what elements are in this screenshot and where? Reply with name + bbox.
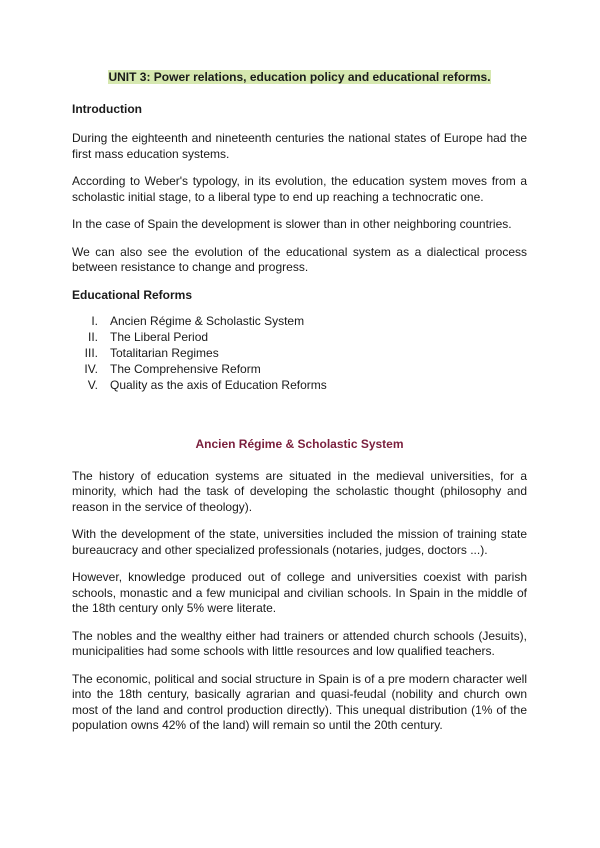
list-item xyxy=(72,313,527,329)
ancien-regime-heading: Ancien Régime & Scholastic System xyxy=(195,437,404,451)
list-item-label: The Liberal Period xyxy=(110,330,209,344)
list-item xyxy=(72,345,527,361)
list-item-label: Totalitarian Regimes xyxy=(110,346,219,360)
list-item-number: III. xyxy=(84,346,98,360)
list-item-number: V. xyxy=(87,378,98,392)
reforms-heading: Educational Reforms xyxy=(72,287,193,302)
introduction-heading: Introduction xyxy=(72,101,142,116)
ancien-paragraph-4: The nobles and the wealthy either had trainers or attended church schools (Jesuits), municipalities had some schools with little resources and low qualified teachers. xyxy=(72,628,527,658)
list-item xyxy=(72,377,527,393)
document-title-text: UNIT 3: Power relations, education policy and educational reforms. xyxy=(108,70,491,84)
intro-paragraph-2: According to Weber's typology, in its evolution, the education system moves from a scholastic initial stage, to a liberal type to end up reaching a technocratic one. xyxy=(72,174,527,204)
document-title xyxy=(72,70,527,86)
ancien-paragraph-3: However, knowledge produced out of college and universities coexist with parish schools, monastic and a few municipal and civilian schools. In Spain in the middle of the 18th century only 5% were literate. xyxy=(72,570,527,615)
ancien-paragraph-5: The economic, political and social structure in Spain is of a pre modern character well into the 18th century, basically agrarian and quasi-feudal (nobility and church own most of the land and control production directly). This unequal distribution (1% of the population owns 42% of the land) will remain so until the 20th century. xyxy=(72,671,527,732)
list-item xyxy=(72,329,527,345)
intro-paragraph-1: During the eighteenth and nineteenth centuries the national states of Europe had the first mass education systems. xyxy=(72,131,527,161)
intro-paragraph-3: In the case of Spain the development is slower than in other neighboring countries. xyxy=(72,217,512,231)
intro-paragraph-4: We can also see the evolution of the educational system as a dialectical process between resistance to change and progress. xyxy=(72,244,527,274)
list-item-number: I. xyxy=(91,314,98,328)
document-page xyxy=(72,70,527,746)
ancien-paragraph-2: With the development of the state, universities included the mission of training state bureaucracy and other specialized professionals (notaries, judges, doctors ...). xyxy=(72,527,527,557)
list-item-number: IV. xyxy=(84,362,98,376)
list-item-label: Quality as the axis of Education Reforms xyxy=(110,378,327,392)
list-item xyxy=(72,361,527,377)
list-item-label: The Comprehensive Reform xyxy=(110,362,261,376)
ancien-paragraph-1: The history of education systems are situated in the medieval universities, for a minority, which had the task of developing the scholastic thought (philosophy and reason in the service of theology). xyxy=(72,468,527,514)
reforms-list xyxy=(72,313,527,393)
list-item-label: Ancien Régime & Scholastic System xyxy=(110,314,305,328)
list-item-number: II. xyxy=(87,330,98,344)
